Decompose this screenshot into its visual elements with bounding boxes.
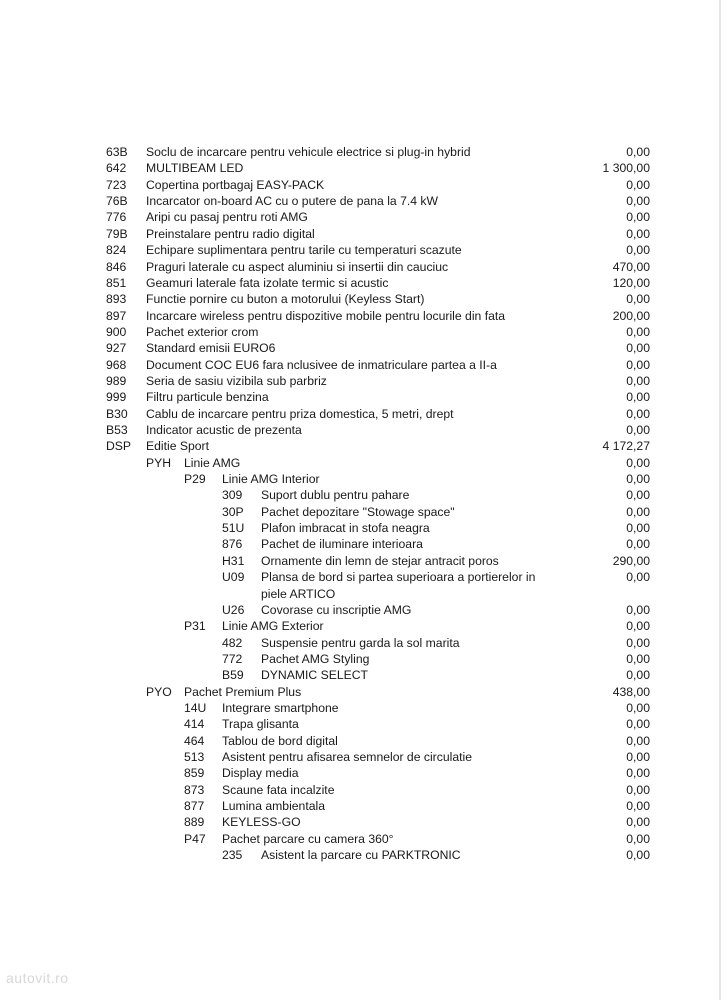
option-description: Soclu de incarcare pentru vehicule electrice si plug-in hybrid — [146, 145, 471, 159]
option-price: 0,00 — [626, 504, 650, 519]
option-code: H31 — [222, 553, 245, 568]
option-price: 0,00 — [626, 357, 650, 372]
option-description: Pachet exterior crom — [146, 324, 259, 339]
option-price: 1 300,00 — [602, 161, 650, 176]
option-description: Plafon imbracat in stofa neagra — [261, 521, 430, 535]
option-code: 999 — [106, 390, 127, 405]
option-description: Standard emisii EURO6 — [146, 341, 276, 356]
option-price: 438,00 — [612, 684, 650, 699]
option-code: 968 — [106, 357, 127, 372]
option-description: Plansa de bord si partea superioara a portierelor in — [261, 570, 536, 585]
option-code: P47 — [184, 831, 206, 846]
option-row — [0, 586, 727, 602]
option-code: 513 — [184, 750, 205, 764]
option-description: Tablou de bord digital — [222, 733, 338, 748]
option-row — [0, 831, 727, 847]
option-description: Lumina ambientala — [222, 799, 325, 813]
option-code: B53 — [106, 423, 128, 437]
option-code: 30P — [222, 504, 244, 519]
option-description: Seria de sasiu vizibila sub parbriz — [146, 373, 327, 388]
option-price: 0,00 — [626, 194, 650, 209]
option-row — [0, 259, 727, 275]
option-row — [0, 553, 727, 569]
option-row — [0, 340, 727, 356]
option-row — [0, 782, 727, 798]
option-row — [0, 684, 727, 700]
option-description: Pachet parcare cu camera 360° — [222, 831, 394, 846]
option-description: Integrare smartphone — [222, 700, 339, 715]
option-description: Linie AMG — [184, 455, 241, 470]
option-code: 309 — [222, 488, 243, 503]
option-price: 0,00 — [626, 570, 650, 585]
option-row — [0, 651, 727, 667]
option-code: U26 — [222, 602, 245, 617]
option-row — [0, 389, 727, 405]
option-row — [0, 520, 727, 536]
option-row — [0, 291, 727, 307]
option-row — [0, 504, 727, 520]
option-price: 0,00 — [626, 423, 650, 437]
option-description: Incarcare wireless pentru dispozitive mobile pentru locurile din fata — [146, 308, 506, 323]
option-code: 79B — [106, 226, 128, 241]
option-price: 120,00 — [612, 275, 650, 290]
option-row — [0, 193, 727, 209]
option-price: 0,00 — [626, 602, 650, 617]
option-description: Asistent la parcare cu PARKTRONIC — [261, 848, 461, 863]
option-code: DSP — [106, 439, 132, 454]
option-code: 723 — [106, 177, 127, 192]
option-description: Suport dublu pentru pahare — [261, 488, 410, 503]
option-price: 0,00 — [626, 700, 650, 715]
option-description: Suspensie pentru garda la sol marita — [261, 635, 460, 650]
option-code: 235 — [222, 848, 243, 863]
option-code: 900 — [106, 324, 127, 339]
option-price: 0,00 — [626, 145, 650, 159]
option-row — [0, 160, 727, 176]
option-row — [0, 765, 727, 781]
option-price: 0,00 — [626, 390, 650, 405]
option-row — [0, 324, 727, 340]
option-row — [0, 667, 727, 683]
option-description: Trapa glisanta — [222, 717, 299, 732]
option-description: Indicator acustic de prezenta — [146, 423, 302, 437]
option-description: Asistent pentru afisarea semnelor de circulatie — [222, 750, 472, 764]
option-price: 0,00 — [626, 815, 650, 830]
option-row — [0, 847, 727, 863]
option-description: Cablu de incarcare pentru priza domestica, 5 metri, drept — [146, 406, 454, 421]
option-description: Display media — [222, 766, 299, 781]
option-row — [0, 635, 727, 651]
option-description: MULTIBEAM LED — [146, 161, 244, 176]
option-price: 0,00 — [626, 472, 650, 486]
option-price: 0,00 — [626, 521, 650, 535]
option-code: 776 — [106, 210, 127, 225]
option-row — [0, 733, 727, 749]
option-description: piele ARTICO — [261, 586, 336, 601]
option-description: Aripi cu pasaj pentru roti AMG — [146, 210, 308, 225]
option-code: 642 — [106, 161, 127, 176]
option-description: Preinstalare pentru radio digital — [146, 226, 315, 241]
option-price: 0,00 — [626, 766, 650, 781]
option-price: 0,00 — [626, 635, 650, 650]
option-code: 989 — [106, 373, 127, 388]
option-code: 876 — [222, 537, 243, 552]
option-code: 63B — [106, 145, 128, 159]
option-description: Ornamente din lemn de stejar antracit poros — [261, 553, 499, 568]
option-row — [0, 455, 727, 471]
option-price: 4 172,27 — [602, 439, 650, 454]
option-row — [0, 422, 727, 438]
option-price: 0,00 — [626, 537, 650, 552]
option-code: 873 — [184, 782, 205, 797]
option-code: 893 — [106, 292, 127, 307]
option-price: 0,00 — [626, 651, 650, 666]
option-price: 0,00 — [626, 848, 650, 863]
option-price: 0,00 — [626, 750, 650, 764]
option-description: Pachet depozitare "Stowage space" — [261, 504, 455, 519]
option-row — [0, 618, 727, 634]
option-description: Echipare suplimentara pentru tarile cu temperaturi scazute — [146, 243, 462, 258]
option-row — [0, 406, 727, 422]
option-price: 290,00 — [612, 553, 650, 568]
option-price: 0,00 — [626, 717, 650, 732]
option-price: 0,00 — [626, 782, 650, 797]
option-code: 482 — [222, 635, 243, 650]
option-description: Pachet de iluminare interioara — [261, 537, 423, 552]
option-price: 200,00 — [612, 308, 650, 323]
option-row — [0, 357, 727, 373]
option-code: 772 — [222, 651, 243, 666]
option-description: Linie AMG Exterior — [222, 619, 324, 634]
option-price: 0,00 — [626, 243, 650, 258]
option-row — [0, 471, 727, 487]
option-code: 824 — [106, 243, 127, 258]
option-code: 897 — [106, 308, 127, 323]
option-description: Scaune fata incalzite — [222, 782, 335, 797]
option-row — [0, 536, 727, 552]
option-code: 877 — [184, 799, 205, 813]
watermark-text: autovit.ro — [6, 970, 69, 986]
option-price: 0,00 — [626, 619, 650, 634]
option-description: Document COC EU6 fara nclusivee de inmatriculare partea a II-a — [146, 357, 497, 372]
option-price: 0,00 — [626, 324, 650, 339]
option-code: 464 — [184, 733, 205, 748]
option-price: 0,00 — [626, 733, 650, 748]
option-row — [0, 308, 727, 324]
option-row — [0, 814, 727, 830]
option-description: Editie Sport — [146, 439, 210, 454]
option-description: Pachet AMG Styling — [261, 651, 370, 666]
option-price: 0,00 — [626, 373, 650, 388]
option-code: PYO — [146, 684, 172, 699]
option-row — [0, 144, 727, 160]
option-description: Geamuri laterale fata izolate termic si acustic — [146, 275, 389, 290]
option-code: B30 — [106, 406, 128, 421]
option-price: 0,00 — [626, 455, 650, 470]
option-code: 51U — [222, 521, 245, 535]
option-code: 927 — [106, 341, 127, 356]
option-row — [0, 602, 727, 618]
option-row — [0, 438, 727, 454]
option-code: 76B — [106, 194, 128, 209]
option-code: 889 — [184, 815, 205, 830]
option-description: Covorase cu inscriptie AMG — [261, 602, 412, 617]
option-row — [0, 177, 727, 193]
option-description: DYNAMIC SELECT — [261, 668, 368, 683]
option-price: 0,00 — [626, 831, 650, 846]
option-row — [0, 275, 727, 291]
option-code: U09 — [222, 570, 245, 585]
option-description: KEYLESS-GO — [222, 815, 301, 830]
option-row — [0, 798, 727, 814]
option-code: P29 — [184, 472, 206, 486]
option-code: PYH — [146, 455, 172, 470]
option-row — [0, 749, 727, 765]
option-price: 0,00 — [626, 177, 650, 192]
page-edge — [719, 0, 721, 1000]
option-price: 0,00 — [626, 341, 650, 356]
option-description: Incarcator on-board AC cu o putere de pana la 7.4 kW — [146, 194, 438, 209]
option-row — [0, 373, 727, 389]
option-row — [0, 716, 727, 732]
option-code: B59 — [222, 668, 244, 683]
option-description: Pachet Premium Plus — [184, 684, 302, 699]
option-price: 0,00 — [626, 226, 650, 241]
option-description: Copertina portbagaj EASY-PACK — [146, 177, 325, 192]
option-code: 851 — [106, 275, 127, 290]
option-price: 470,00 — [612, 259, 650, 274]
option-description: Linie AMG Interior — [222, 472, 320, 486]
option-price: 0,00 — [626, 799, 650, 813]
option-description: Functie pornire cu buton a motorului (Keyless Start) — [146, 292, 425, 307]
option-price: 0,00 — [626, 210, 650, 225]
option-code: 414 — [184, 717, 205, 732]
option-code: 859 — [184, 766, 205, 781]
option-price: 0,00 — [626, 292, 650, 307]
option-price: 0,00 — [626, 406, 650, 421]
option-row — [0, 209, 727, 225]
option-description: Filtru particule benzina — [146, 390, 269, 405]
option-row — [0, 226, 727, 242]
option-code: 846 — [106, 259, 127, 274]
option-row — [0, 242, 727, 258]
option-description: Praguri laterale cu aspect aluminiu si insertii din cauciuc — [146, 259, 449, 274]
option-price: 0,00 — [626, 488, 650, 503]
option-code: 14U — [184, 700, 207, 715]
option-row — [0, 487, 727, 503]
option-row — [0, 569, 727, 585]
option-row — [0, 700, 727, 716]
option-price: 0,00 — [626, 668, 650, 683]
option-code: P31 — [184, 619, 206, 634]
